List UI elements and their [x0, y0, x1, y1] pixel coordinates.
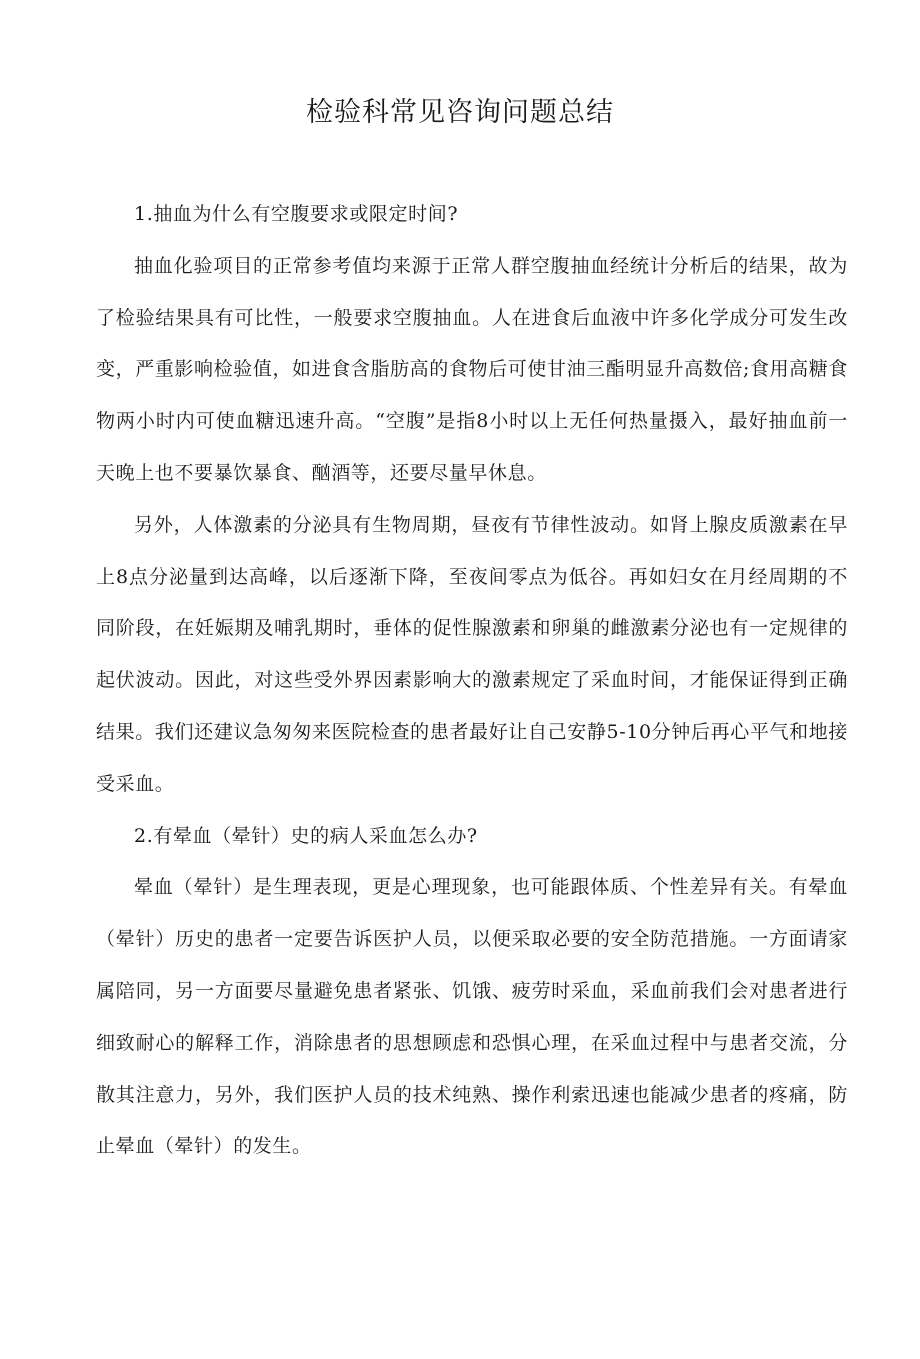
answer-2-paragraph-1: 晕血（晕针）是生理表现，更是心理现象，也可能跟体质、个性差异有关。有晕血（晕针）历史的患者一定要告诉医护人员，以便采取必要的安全防范措施。一方面请家属陪同，另一方面要尽量避免患者紧张、饥饿、疲劳时采血，采血前我们会对患者进行细致耐心的解释工作，消除患者的思想顾虑和恐惧心理，在采血过程中与患者交流，分散其注意力，另外，我们医护人员的技术纯熟、操作利索迅速也能减少患者的疼痛，防止晕血（晕针）的发生。: [96, 876, 848, 1158]
answer-1-paragraph-1: 抽血化验项目的正常参考值均来源于正常人群空腹抽血经统计分析后的结果，故为了检验结果具有可比性，一般要求空腹抽血。人在进食后血液中许多化学成分可发生改变，严重影响检验值，如进食含脂肪高的食物后可使甘油三酯明显升高数倍;食用高糖食物两小时内可使血糖迅速升高。“空腹”是指8小时以上无任何热量摄入，最好抽血前一天晚上也不要暴饮暴食、酗酒等，还要尽量早休息。: [96, 254, 848, 484]
question-2-heading: 2.有晕血（晕针）史的病人采血怎么办?: [134, 824, 478, 847]
document-body: [96, 189, 848, 1173]
document-title: 检验科常见咨询问题总结: [306, 97, 614, 128]
answer-1-paragraph-2: 另外，人体激素的分泌具有生物周期，昼夜有节律性波动。如肾上腺皮质激素在早上8点分泌量到达高峰，以后逐渐下降，至夜间零点为低谷。再如妇女在月经周期的不同阶段，在妊娠期及哺乳期时，垂体的促性腺激素和卵巢的雌激素分泌也有一定规律的起伏波动。因此，对这些受外界因素影响大的激素规定了采血时间，才能保证得到正确结果。我们还建议急匆匆来医院检查的患者最好让自己安静5-10分钟后再心平气和地接受采血。: [96, 513, 848, 795]
question-1-heading: 1.抽血为什么有空腹要求或限定时间?: [134, 203, 459, 225]
